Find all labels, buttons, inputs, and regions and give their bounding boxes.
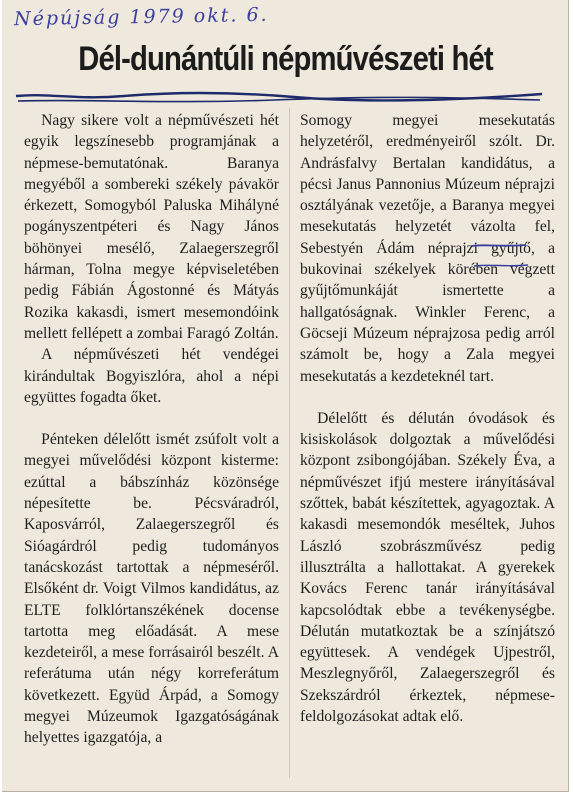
column-divider bbox=[289, 108, 290, 778]
handwritten-date-note: Népújság 1979 okt. 6. bbox=[13, 3, 269, 31]
article-right-column bbox=[300, 110, 555, 727]
article-paragraph: Délelőtt és délután óvodások és kisiskolások dolgoztak a művelődési központ zsibongójában. Székely Éva, a népművészet ifjú mestere irányításával szőttek, babát készítettek, agyagoztak. A kakasdi mesemondók meséltek, Juhos László szobrászművész pedig illusztrálta a hallottakat. A gyerekek Kovács Ferenc tanár irányításával kapcsolódtak ebbe a tevékenységbe. Délután mutatkoztak be a színjátszó együttesek. A vendégek Ujpestről, Meszlegnyőről, Zalaegerszegről és Szekszárdról érkeztek, népmese-feldolgozásokat adtak elő. bbox=[300, 409, 555, 726]
article-paragraph: Somogy megyei mesekutatás helyzetéről, eredményeiről szólt. Dr. Andrásfalvy Bertalan kandidátus, a pécsi Janus Pannonius Múzeum néprajzi osztályának vezetője, a Baranya megyei mesekutatás helyzetét vázolta fel, Sebestyén Ádám néprajzi gyűjtő, a bukovinai székelyek körében végzett gyűjtőmunkáját ismertette a hallgatóságnak. Winkler Ferenc, a Göcseji Múzeum néprajzosa pedig arról számolt be, hogy a Zala megyei mesekutatás a kezdeteknél tart. bbox=[300, 112, 555, 385]
pen-underline-mark bbox=[470, 236, 530, 276]
headline-underline bbox=[14, 88, 544, 108]
article-headline: Dél-dunántúli népművészeti hét bbox=[78, 40, 493, 78]
article-left-column bbox=[24, 110, 279, 749]
article-paragraph: Pénteken délelőtt ismét zsúfolt volt a megyei művelődési központ kisterme: ezúttal a bábszínház közönsége népesítette be. Pécsváradról, Kaposvárról, Zalaegerszegről és Sióagárdról pedig tudományos tanácskozást tartottak a népmeséről. Elsőként dr. Voigt Vilmos kandidátus, az ELTE folklórtanszékének docense tartotta meg előadását. A mese kezdeteiről, a mese forrásairól beszélt. A referátuma után négy korreferátum következett. Együd Árpád, a Somogy megyei Múzeumok Igazgatóságának helyettes igazgatója, a bbox=[24, 431, 279, 747]
article-paragraph: A népművészeti hét vendégei kirándultak Bogyiszlóra, ahol a népi együttes fogadta őket. bbox=[24, 346, 279, 406]
newspaper-clipping bbox=[2, 0, 569, 792]
article-paragraph: Nagy sikere volt a népművészeti hét egyik legszínesebb programjának a népmese-bemutatónak. Baranya megyéből a sombereki székely pávakör érkezett, Somogyból Paluska Mihályné pogányszentpéteri és Nagy János böhönyei mesélő, Zalaegerszegről hárman, Tolna megye képviseletében pedig Fábián Ágostonné és Mátyás Rozika kakasdi, ismert mesemondóink mellett fellépett a zombai Faragó Zoltán. bbox=[24, 112, 279, 342]
